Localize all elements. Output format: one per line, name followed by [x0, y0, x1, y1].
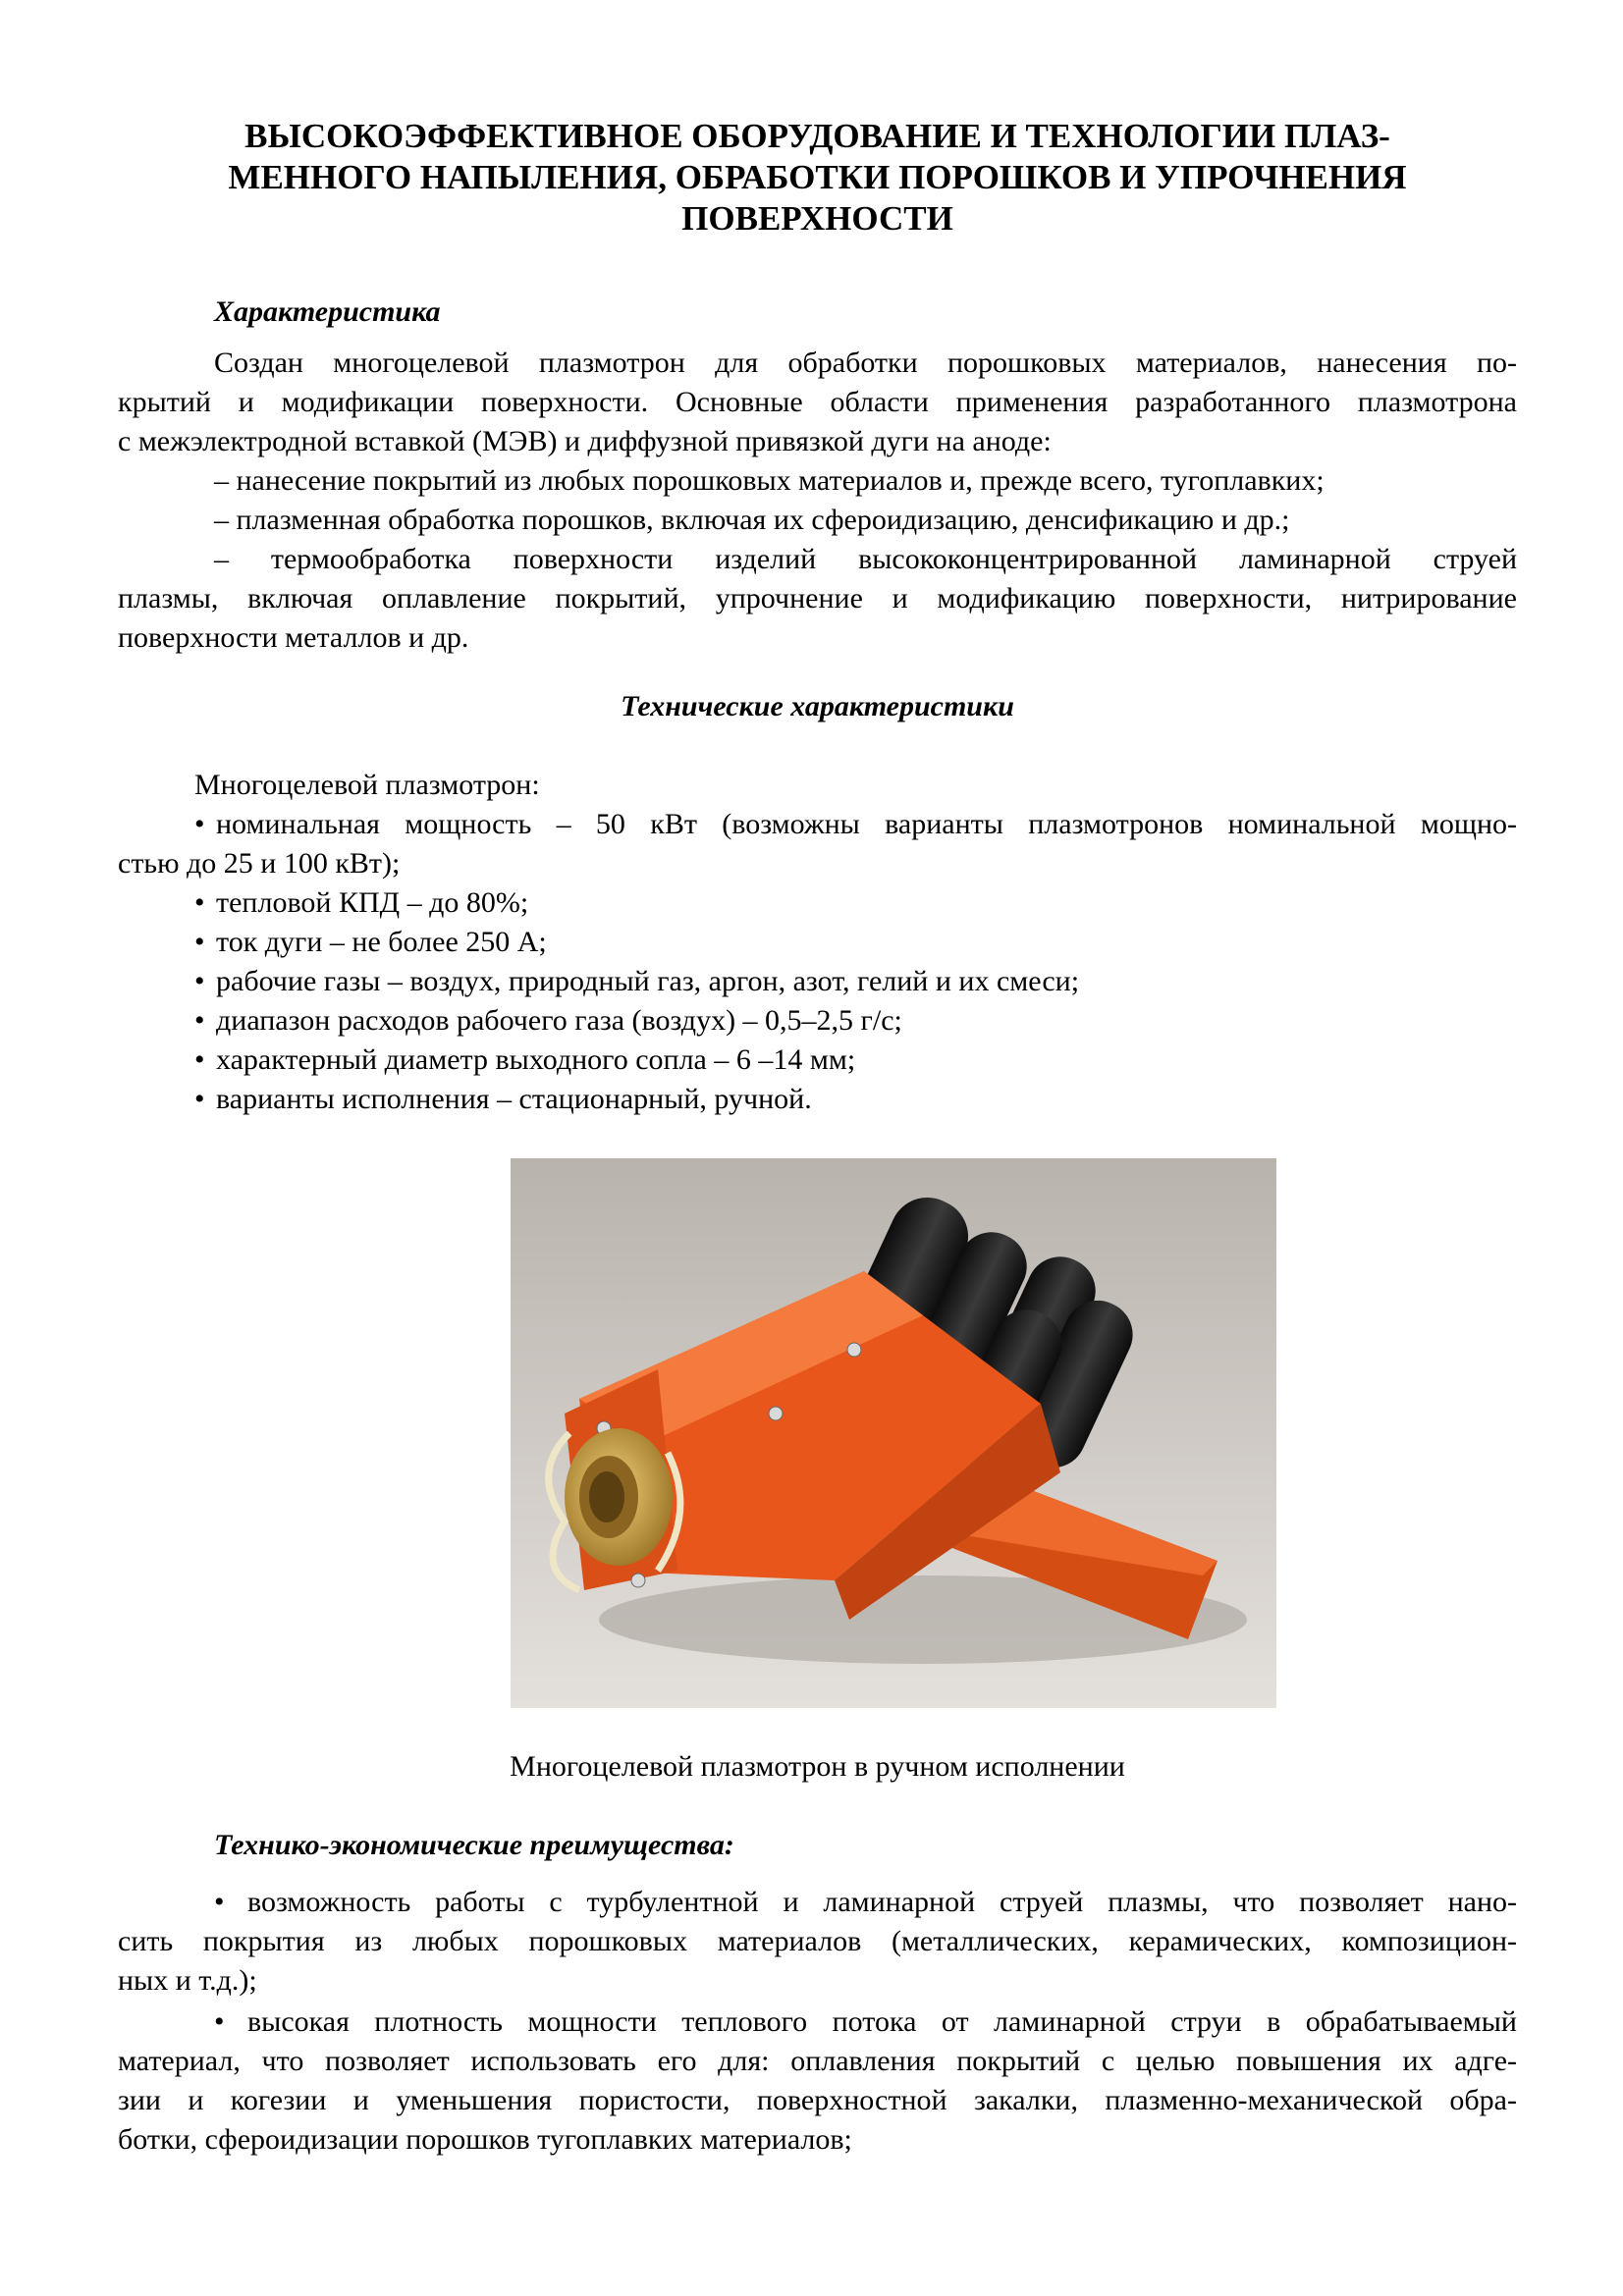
screw-icon: [847, 1343, 861, 1357]
application-item-3-line-3: поверхности металлов и др.: [118, 621, 469, 654]
application-item-1-text: – нанесение покрытий из любых порошковых материалов и, прежде всего, тугоплавких;: [214, 464, 1325, 497]
spec-item-2: [118, 883, 1517, 923]
intro-line-3: с межэлектродной вставкой (МЭВ) и диффузной привязкой дуги на аноде:: [118, 425, 1052, 457]
screw-icon: [769, 1407, 783, 1420]
spec-item-1: [118, 805, 1517, 883]
title-line-2: МЕННОГО НАПЫЛЕНИЯ, ОБРАБОТКИ ПОРОШКОВ И УПРОЧНЕНИЯ: [228, 158, 1407, 196]
advantage-item-1-line-1: возможность работы с турбулентной и ламинарной струей плазмы, что позволяет нано-: [247, 1886, 1517, 1918]
specs-lead-text: Многоцелевой плазмотрон:: [194, 769, 540, 801]
plasmatron-illustration: [511, 1158, 1276, 1708]
heading-advantages: Технико-экономические преимущества:: [214, 1829, 734, 1861]
spec-item-3-text: ток дуги – не более 250 А;: [216, 926, 547, 958]
bullet-icon: •: [214, 1886, 225, 1918]
plasmatron-photo: [511, 1158, 1276, 1708]
spec-item-7-text: варианты исполнения – стационарный, ручной.: [216, 1083, 812, 1115]
spec-item-6-text: характерный диаметр выходного сопла – 6 –14 мм;: [216, 1043, 856, 1076]
spec-item-4: [118, 962, 1517, 1001]
bullet-icon: •: [214, 2005, 225, 2038]
spec-item-4-text: рабочие газы – воздух, природный газ, аргон, азот, гелий и их смеси;: [216, 965, 1080, 997]
application-item-3: [118, 540, 1517, 658]
bullet-icon: •: [194, 1043, 205, 1076]
application-item-3-line-1: – термообработка поверхности изделий высококонцентрированной ламинарной струей: [214, 543, 1517, 575]
intro-line-2: крытий и модификации поверхности. Основные области применения разработанного плазмотрона: [118, 386, 1517, 418]
application-item-3-line-2: плазмы, включая оплавление покрытий, упрочнение и модификацию поверхности, нитрирование: [118, 582, 1517, 614]
bullet-icon: •: [194, 926, 205, 958]
spec-item-1-line-2: стью до 25 и 100 кВт);: [118, 847, 401, 880]
spec-item-7: [118, 1080, 1517, 1119]
document-page: [118, 0, 1517, 2296]
figure-caption: Многоцелевой плазмотрон в ручном исполнении: [510, 1750, 1125, 1783]
advantage-item-1-line-2: сить покрытия из любых порошковых материалов (металлических, керамических, композицион-: [118, 1925, 1517, 1957]
spec-item-5-text: диапазон расходов рабочего газа (воздух) – 0,5–2,5 г/с;: [216, 1004, 902, 1037]
advantage-item-2-line-4: ботки, сфероидизации порошков тугоплавких материалов;: [118, 2123, 852, 2156]
bullet-icon: •: [194, 808, 205, 840]
application-item-2-text: – плазменная обработка порошков, включая их сфероидизацию, денсификацию и др.;: [214, 504, 1290, 536]
bullet-icon: •: [194, 965, 205, 997]
advantage-item-2-line-1: высокая плотность мощности теплового потока от ламинарной струи в обрабатываемый: [247, 2005, 1517, 2038]
advantage-item-2: [118, 2002, 1517, 2160]
spec-item-1-line-1: номинальная мощность – 50 кВт (возможны варианты плазмотронов номинальной мощно-: [216, 808, 1517, 840]
heading-technical-specs: Технические характеристики: [621, 690, 1014, 722]
intro-paragraph: [118, 344, 1517, 461]
spec-item-2-text: тепловой КПД – до 80%;: [216, 886, 529, 919]
title-line-3: ПОВЕРХНОСТИ: [681, 199, 953, 238]
intro-line-1: Создан многоцелевой плазмотрон для обработки порошковых материалов, нанесения по-: [214, 347, 1517, 379]
title-line-1: ВЫСОКОЭФФЕКТИВНОЕ ОБОРУДОВАНИЕ И ТЕХНОЛОГИИ ПЛАЗ-: [244, 117, 1390, 155]
screw-icon: [631, 1574, 645, 1587]
advantage-item-1-line-3: ных и т.д.);: [118, 1964, 257, 1997]
heading-characteristics: Характеристика: [214, 295, 441, 328]
spec-item-5: [118, 1001, 1517, 1041]
bullet-icon: •: [194, 1083, 205, 1115]
advantage-item-2-line-2: материал, что позволяет использовать его для: оплавления покрытий с целью повышения их адге-: [118, 2045, 1517, 2077]
application-item-1: [118, 461, 1517, 501]
application-item-2: [118, 501, 1517, 540]
bullet-icon: •: [194, 886, 205, 919]
advantage-item-1: [118, 1883, 1517, 2001]
spec-item-6: [118, 1041, 1517, 1080]
document-title: [118, 116, 1517, 240]
specs-lead: [118, 766, 1517, 805]
advantage-item-2-line-3: зии и когезии и уменьшения пористости, поверхностной закалки, плазменно-механической обра-: [118, 2084, 1517, 2116]
spec-item-3: [118, 923, 1517, 962]
bullet-icon: •: [194, 1004, 205, 1037]
